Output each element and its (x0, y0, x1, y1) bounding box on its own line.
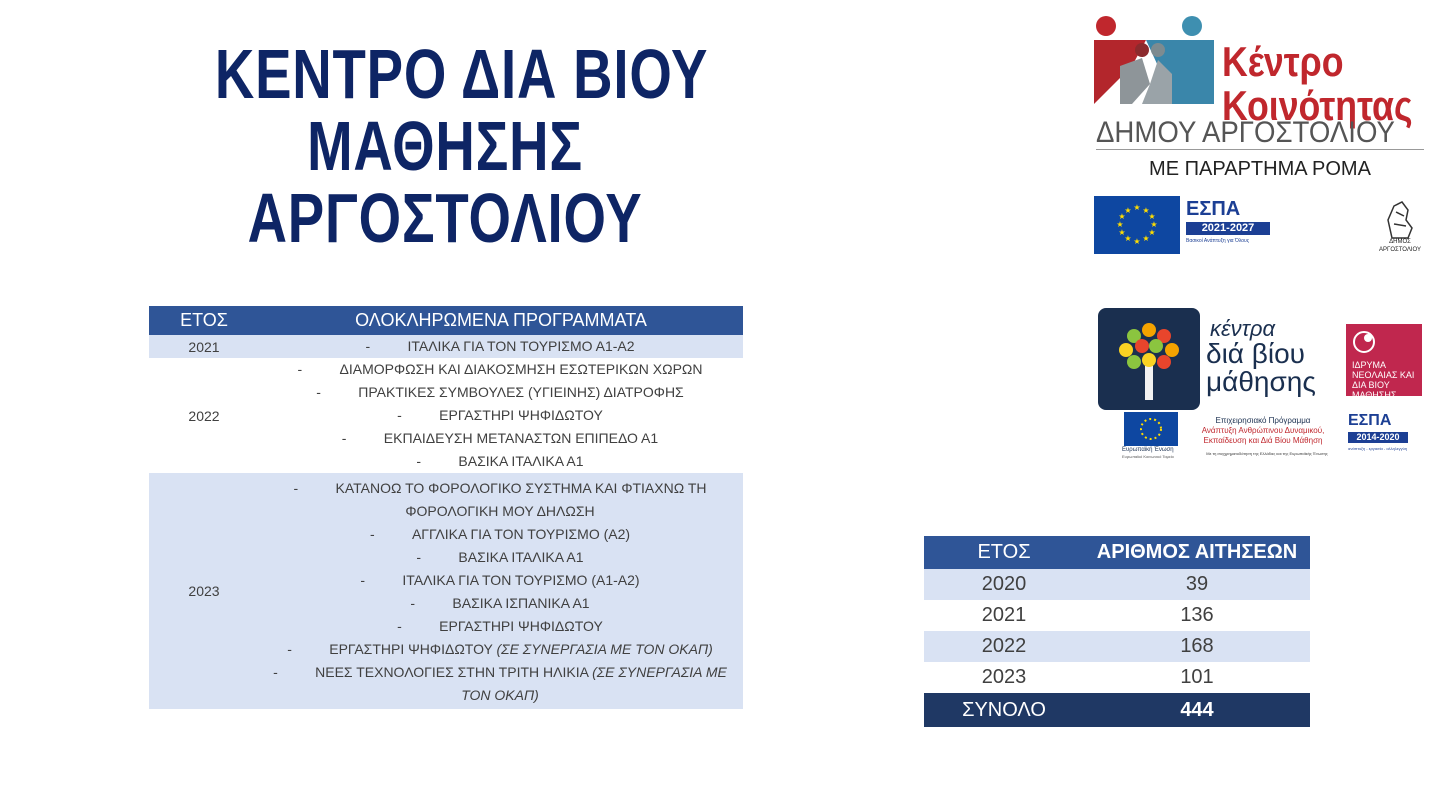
kdvm-line-1: κέντρα (1210, 316, 1276, 341)
op-line-3: Εκπαίδευση και Διά Βίου Μάθηση (1203, 436, 1323, 445)
crest-icon (1372, 198, 1428, 242)
tree-icon (1098, 308, 1200, 410)
program-item: - ΠΡΑΚΤΙΚΕΣ ΣΥΜΒΟΥΛΕΣ (ΥΓΙΕΙΝΗΣ) ΔΙΑΤΡΟΦΗΣ (316, 384, 684, 400)
applications-row (924, 631, 1310, 662)
applications-count: 168 (1084, 631, 1310, 662)
svg-text:★: ★ (1148, 212, 1156, 221)
svg-text:★: ★ (1124, 234, 1132, 243)
svg-text:★: ★ (1133, 237, 1141, 246)
applications-row (924, 662, 1310, 693)
espa-name: ΕΣΠΑ (1186, 198, 1241, 220)
kdvm-line-3: μάθησης (1206, 366, 1316, 397)
kentro-koinotitas-logo (1092, 14, 1428, 182)
espa-small-years: 2014-2020 (1348, 432, 1408, 443)
op-line-1: Επιχειρησιακό Πρόγραμμα (1215, 416, 1311, 425)
program-item: - ΕΡΓΑΣΤΗΡΙ ΨΗΦΙΔΩΤΟΥ (ΣΕ ΣΥΝΕΡΓΑΣΙΑ ΜΕ ΤΟΝ ΟΚΑΠ) (287, 641, 713, 657)
programs-header-programs: ΟΛΟΚΛΗΡΩΜΕΝΑ ΠΡΟΓΡΑΜΜΑΤΑ (259, 306, 743, 335)
kentro-line-2: Κοινότητας (1222, 82, 1413, 129)
idryma-logo (1346, 324, 1422, 400)
program-item: - ΔΙΑΜΟΡΦΩΣΗ ΚΑΙ ΔΙΑΚΟΣΜΗΣΗ ΕΣΩΤΕΡΙΚΩΝ ΧΩΡΩΝ (297, 361, 703, 377)
program-item: - ΕΡΓΑΣΤΗΡΙ ΨΗΦΙΔΩΤΟΥ (397, 618, 603, 634)
kdvm-line-2: διά βίου (1206, 338, 1305, 369)
op-line-2: Ανάπτυξη Ανθρώπινου Δυναμικού, (1201, 426, 1325, 435)
program-item: - ΕΚΠΑΙΔΕΥΣΗ ΜΕΤΑΝΑΣΤΩΝ ΕΠΙΠΕΔΟ Α1 (341, 430, 659, 446)
kentro-line-4: ΜΕ ΠΑΡΑΡΤΗΜΑ ΡΟΜΑ (1149, 158, 1371, 180)
svg-text:★: ★ (1150, 220, 1158, 229)
applications-count: 136 (1180, 604, 1214, 626)
applications-header-row (924, 536, 1310, 569)
program-item: - ΒΑΣΙΚΑ ΙΣΠΑΝΙΚΑ Α1 (410, 595, 590, 611)
programs-table (149, 306, 743, 709)
program-item: - ΒΑΣΙΚΑ ΙΤΑΛΙΚΑ Α1 (416, 549, 584, 565)
idryma-label: ΙΔΡΥΜΑ ΝΕΟΛΑΙΑΣ ΚΑΙ ΔΙΑ ΒΙΟΥ ΜΑΘΗΣΗΣ (1352, 360, 1415, 400)
svg-text:★: ★ (1118, 212, 1126, 221)
applications-total-row (924, 693, 1310, 727)
program-item: - ΙΤΑΛΙΚΑ ΓΙΑ ΤΟΝ ΤΟΥΡΙΣΜΟ Α1-Α2 (365, 338, 635, 354)
applications-year: 2023 (981, 666, 1027, 688)
espa-2021-2027-logo (1094, 196, 1274, 254)
applications-year: 2020 (924, 569, 1084, 600)
espa-years: 2021-2027 (1186, 222, 1270, 235)
programs-list-cell (259, 473, 743, 709)
program-item: - ΙΤΑΛΙΚΑ ΓΙΑ ΤΟΝ ΤΟΥΡΙΣΜΟ (Α1-Α2) (360, 572, 640, 588)
programs-year-cell: 2021 (149, 335, 259, 358)
programs-row-2022 (149, 358, 743, 473)
programs-year-cell: 2023 (149, 473, 259, 709)
svg-text:★: ★ (1148, 228, 1156, 237)
program-item: - ΕΡΓΑΣΤΗΡΙ ΨΗΦΙΔΩΤΟΥ (397, 407, 603, 423)
applications-count: 39 (1084, 569, 1310, 600)
programs-header-year: ΕΤΟΣ (149, 306, 259, 335)
applications-header-year: ΕΤΟΣ (924, 536, 1084, 569)
eu-flag-icon (1094, 196, 1180, 254)
title-line-2: ΜΑΘΗΣΗΣ (307, 107, 583, 185)
op-footer: Με τη συγχρηματοδότηση της Ελλάδας και της Ευρωπαϊκής Ένωσης (1206, 451, 1328, 456)
programs-row-2021 (149, 335, 743, 358)
kentro-divider (1096, 149, 1424, 150)
program-item: - ΚΑΤΑΝΟΩ ΤΟ ΦΟΡΟΛΟΓΙΚΟ ΣΥΣΤΗΜΑ ΚΑΙ ΦΤΙΑΧΝΩ ΤΗ ΦΟΡΟΛΟΓΙΚΗ ΜΟΥ ΔΗΛΩΣΗ (293, 480, 707, 519)
applications-year: 2021 (981, 604, 1027, 626)
op-text (1188, 416, 1338, 446)
svg-text:★: ★ (1142, 234, 1150, 243)
programs-year-cell: 2022 (188, 407, 220, 424)
kentra-dia-viou-mathisis-logo (1098, 306, 1424, 460)
applications-row (924, 600, 1310, 631)
programs-list-cell (259, 358, 743, 473)
kentro-line-1: Κέντρο (1222, 38, 1344, 85)
program-note: (ΣΕ ΣΥΝΕΡΓΑΣΙΑ ΜΕ ΤΟΝ ΟΚΑΠ) (496, 641, 713, 657)
eu-sub: Ευρωπαϊκό Κοινωνικό Ταμείο (1122, 454, 1174, 459)
program-note: (ΣΕ ΣΥΝΕΡΓΑΣΙΑ ΜΕ ΤΟΝ ΟΚΑΠ) (461, 664, 727, 703)
espa-small-name: ΕΣΠΑ (1348, 412, 1392, 429)
programs-header-row (149, 306, 743, 335)
applications-count: 101 (1180, 666, 1214, 688)
applications-total-count: 444 (1084, 693, 1310, 727)
svg-text:★: ★ (1142, 206, 1150, 215)
kentro-line-3: ΔΗΜΟΥ ΑΡΓΟΣΤΟΛΙΟΥ (1096, 116, 1395, 149)
head-icon (1350, 328, 1380, 358)
title-line-3: ΑΡΓΟΣΤΟΛΙΟΥ (247, 179, 643, 257)
espa-slogan: Βασικοί Ανάπτυξη για Όλους (1186, 238, 1250, 244)
program-item: - ΝΕΕΣ ΤΕΧΝΟΛΟΓΙΕΣ ΣΤΗΝ ΤΡΙΤΗ ΗΛΙΚΙΑ (ΣΕ ΣΥΝΕΡΓΑΣΙΑ ΜΕ ΤΟΝ ΟΚΑΠ) (273, 664, 727, 703)
dimos-label: ΔΗΜΟΣ ΑΡΓΟΣΤΟΛΙΟΥ (1379, 239, 1421, 253)
programs-row-2023 (149, 473, 743, 709)
page-title (214, 35, 709, 257)
applications-year: 2022 (924, 631, 1084, 662)
svg-text:★: ★ (1133, 203, 1141, 212)
svg-text:★: ★ (1124, 206, 1132, 215)
applications-total-label: ΣΥΝΟΛΟ (924, 693, 1084, 727)
dimos-argostoliou-logo (1372, 198, 1428, 256)
eu-flag-small-icon (1124, 412, 1178, 446)
espa-small-slogan: ανάπτυξη - εργασία - αλληλεγγύη (1348, 446, 1408, 451)
program-item: - ΒΑΣΙΚΑ ΙΤΑΛΙΚΑ Α1 (416, 453, 584, 469)
svg-text:★: ★ (1118, 228, 1126, 237)
title-line-1: ΚΕΝΤΡΟ ΔΙΑ ΒΙΟΥ (214, 35, 709, 113)
applications-table (924, 536, 1310, 727)
family-figures-icon (1092, 14, 1220, 114)
eu-caption: Ευρωπαϊκή Ένωση (1122, 447, 1174, 453)
program-item: - ΑΓΓΛΙΚΑ ΓΙΑ ΤΟΝ ΤΟΥΡΙΣΜΟ (Α2) (369, 526, 631, 542)
applications-row (924, 569, 1310, 600)
applications-header-count: ΑΡΙΘΜΟΣ ΑΙΤΗΣΕΩΝ (1084, 536, 1310, 569)
programs-list-cell (259, 335, 743, 358)
svg-text:★: ★ (1116, 220, 1124, 229)
